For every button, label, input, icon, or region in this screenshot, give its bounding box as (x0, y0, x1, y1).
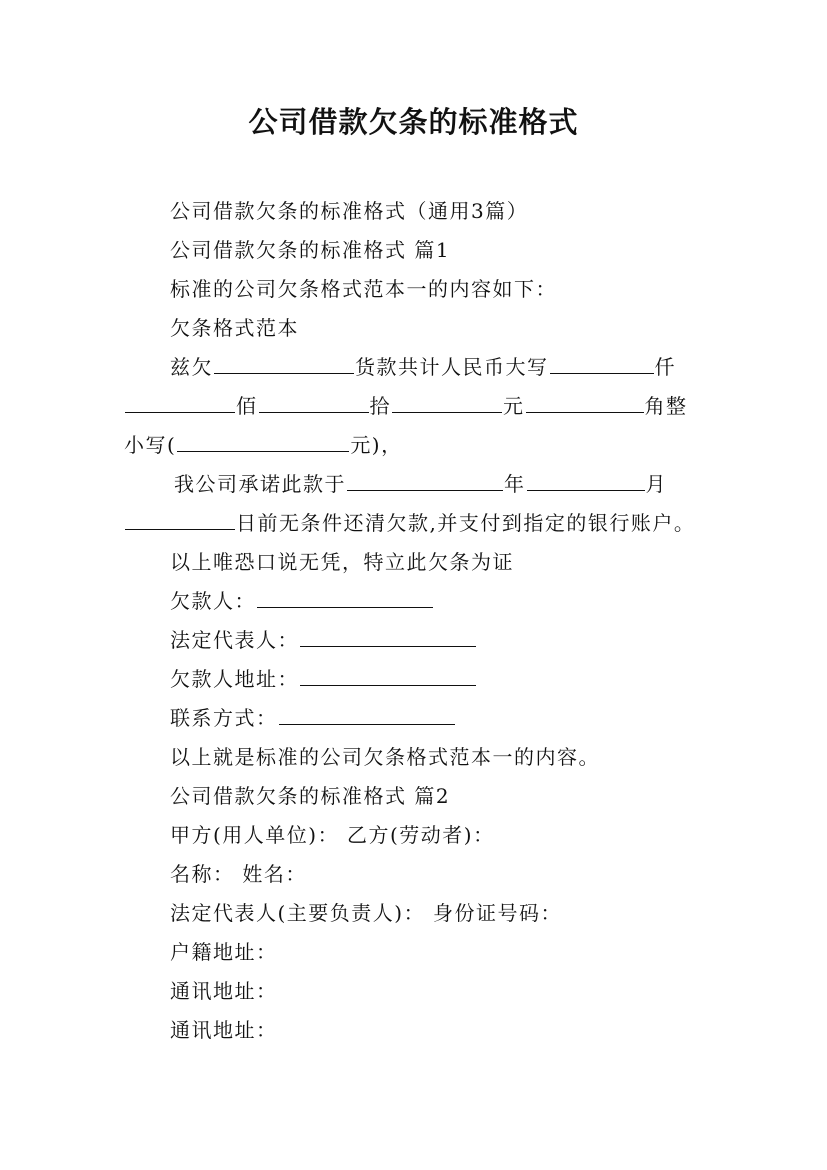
household-address-line: 户籍地址： (170, 940, 278, 964)
blank-amount-number (177, 431, 349, 452)
blank-debtor (257, 587, 433, 608)
representative-id-line: 法定代表人(主要负责人)： 身份证号码： (170, 901, 562, 925)
iou-line-4 (174, 470, 667, 498)
iou-line-1 (170, 353, 676, 381)
mailing-address-line-2: 通讯地址： (170, 1018, 278, 1042)
debtor-address-label: 欠款人地址： (170, 667, 299, 691)
document-title: 公司借款欠条的标准格式 (248, 105, 579, 139)
text-owe: 兹欠 (170, 355, 213, 379)
blank-legal-rep (300, 626, 476, 647)
text-year: 年 (504, 472, 526, 496)
text-lowercase: 小写( (124, 433, 177, 457)
contact-line (170, 704, 456, 732)
blank-tens (259, 392, 369, 413)
intro-line: 标准的公司欠条格式范本一的内容如下： (170, 277, 557, 301)
name-line: 名称： 姓名： (170, 862, 307, 886)
legal-rep-label: 法定代表人： (170, 628, 299, 652)
iou-line-3 (124, 431, 403, 459)
blank-year (347, 470, 503, 491)
iou-line-2 (124, 392, 688, 420)
text-amount-caps: 货款共计人民币大写 (355, 355, 549, 379)
debtor-address-line (170, 665, 477, 693)
debtor-label: 欠款人： (170, 589, 256, 613)
iou-line-5 (124, 509, 695, 537)
parties-line: 甲方(用人单位)： 乙方(劳动者)： (170, 823, 495, 847)
blank-hundreds (125, 392, 235, 413)
text-shi: 拾 (369, 394, 391, 418)
blank-day (125, 509, 235, 530)
debtor-line (170, 587, 434, 615)
text-qian: 仟 (654, 355, 676, 379)
blank-creditor (214, 353, 354, 374)
blank-jiao (526, 392, 644, 413)
text-repay: 日前无条件还清欠款,并支付到指定的银行账户。 (236, 511, 696, 535)
text-jiao: 角整 (644, 394, 688, 418)
section-heading-1: 公司借款欠条的标准格式 篇1 (170, 238, 451, 262)
subtitle-line: 公司借款欠条的标准格式（通用3篇） (170, 199, 529, 223)
evidence-line: 以上唯恐口说无凭，特立此欠条为证 (170, 550, 514, 574)
mailing-address-line-1: 通讯地址： (170, 979, 278, 1003)
legal-rep-line (170, 626, 477, 654)
template-heading: 欠条格式范本 (170, 316, 299, 340)
text-yuan-close: 元)， (350, 433, 403, 457)
text-yuan: 元 (503, 394, 525, 418)
blank-thousands (550, 353, 654, 374)
blank-contact (279, 704, 455, 725)
text-bai: 佰 (236, 394, 258, 418)
summary-line: 以上就是标准的公司欠条格式范本一的内容。 (170, 745, 600, 769)
blank-debtor-address (300, 665, 476, 686)
blank-month (527, 470, 645, 491)
section-heading-2: 公司借款欠条的标准格式 篇2 (170, 784, 451, 808)
text-month: 月 (645, 472, 667, 496)
blank-yuan (392, 392, 502, 413)
contact-label: 联系方式： (170, 706, 278, 730)
text-promise: 我公司承诺此款于 (174, 472, 346, 496)
